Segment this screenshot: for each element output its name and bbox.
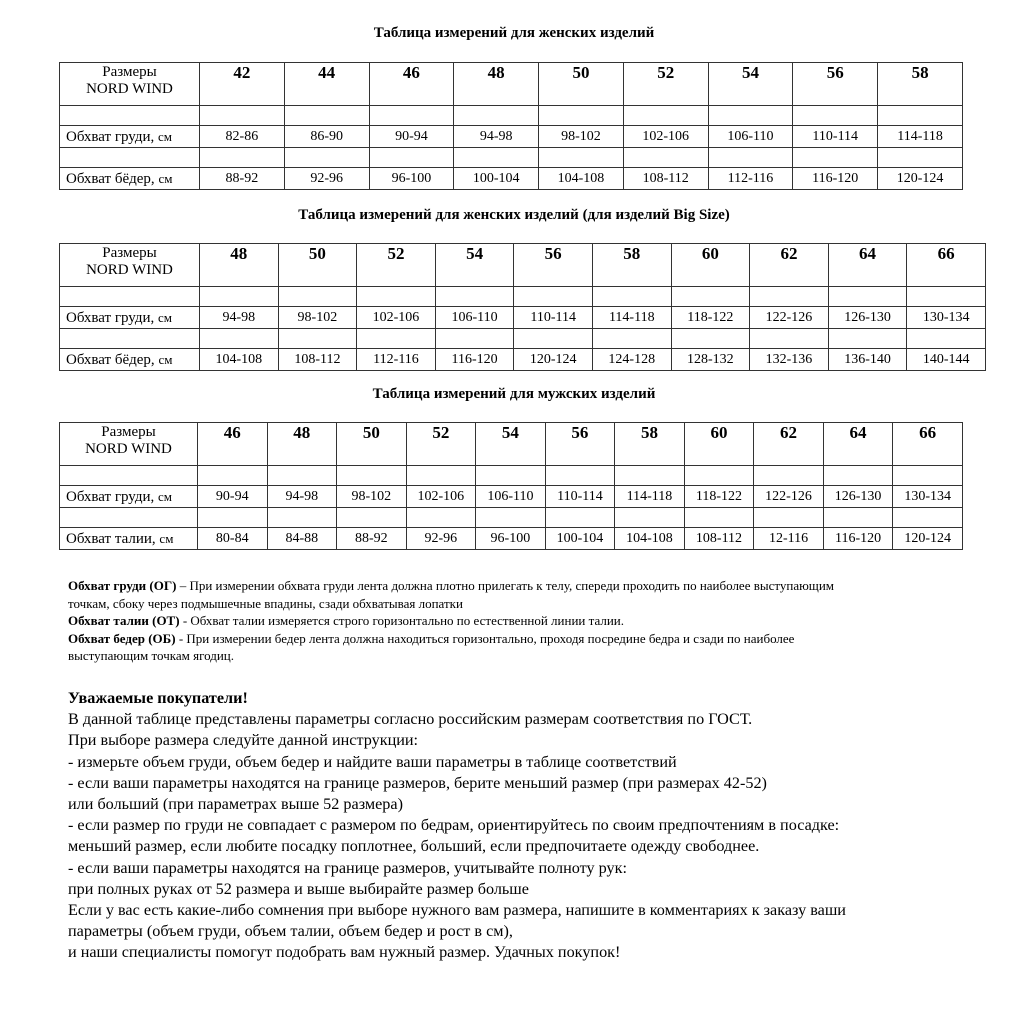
empty-cell [828, 287, 907, 307]
header-label [60, 63, 200, 106]
value-cell: 120-124 [893, 528, 963, 550]
header-label-line2: NORD WIND [86, 81, 173, 97]
definition-text: выступающим точкам ягодиц. [68, 648, 235, 663]
advice-line: или больший (при параметрах выше 52 размера) [68, 795, 403, 814]
value-cell: 122-126 [754, 486, 824, 508]
advice-line: В данной таблице представлены параметры согласно российским размерам соответствия по ГОСТ. [68, 710, 753, 729]
value-cell: 118-122 [684, 486, 754, 508]
empty-cell [823, 508, 893, 528]
value-cell: 94-98 [200, 307, 279, 329]
empty-cell [793, 148, 878, 168]
empty-cell [369, 106, 454, 126]
value-cell: 84-88 [267, 528, 337, 550]
empty-cell [200, 287, 279, 307]
empty-cell [893, 508, 963, 528]
value-cell: 126-130 [828, 307, 907, 329]
value-cell: 116-120 [435, 349, 514, 371]
empty-cell [200, 148, 285, 168]
empty-cell [284, 148, 369, 168]
value-cell: 90-94 [369, 126, 454, 148]
header-label-line1: Размеры [102, 245, 157, 261]
value-cell: 102-106 [357, 307, 436, 329]
advice-line: Если у вас есть какие-либо сомнения при выборе нужного вам размера, напишите в комментариях к заказу ваши [68, 901, 846, 920]
empty-cell [708, 148, 793, 168]
value-cell: 92-96 [406, 528, 476, 550]
empty-cell [200, 329, 279, 349]
table-title-women-big-size: Таблица измерений для женских изделий (для изделий Big Size) [298, 207, 730, 223]
row-label-unit: см [158, 309, 173, 325]
size-header-cell: 62 [754, 423, 824, 466]
size-header-cell: 56 [793, 63, 878, 106]
spacer-row [60, 106, 963, 126]
value-cell: 100-104 [545, 528, 615, 550]
value-cell: 126-130 [823, 486, 893, 508]
value-cell: 90-94 [198, 486, 268, 508]
size-header-cell: 64 [828, 244, 907, 287]
value-cell: 130-134 [893, 486, 963, 508]
value-cell: 116-120 [793, 168, 878, 190]
size-header-cell: 50 [278, 244, 357, 287]
size-header-cell: 52 [406, 423, 476, 466]
definition-term: Обхват груди (ОГ) [68, 578, 177, 593]
value-cell: 102-106 [406, 486, 476, 508]
value-cell: 112-116 [357, 349, 436, 371]
size-header-cell: 50 [337, 423, 407, 466]
empty-cell [278, 329, 357, 349]
row-label-text: Обхват груди, [66, 488, 155, 505]
empty-cell [435, 287, 514, 307]
size-header-cell: 58 [878, 63, 963, 106]
spacer-row [60, 287, 986, 307]
value-cell: 94-98 [267, 486, 337, 508]
row-label [60, 126, 200, 148]
size-header-cell: 50 [539, 63, 624, 106]
value-cell: 12-116 [754, 528, 824, 550]
value-cell: 108-112 [684, 528, 754, 550]
empty-cell [60, 508, 198, 528]
header-label-line2: NORD WIND [85, 441, 172, 457]
header-label [60, 423, 198, 466]
empty-cell [514, 287, 593, 307]
size-header-cell: 52 [623, 63, 708, 106]
empty-cell [893, 466, 963, 486]
empty-cell [198, 508, 268, 528]
value-cell: 124-128 [592, 349, 671, 371]
size-header-cell: 56 [545, 423, 615, 466]
value-cell: 92-96 [284, 168, 369, 190]
definition-hips: Обхват бедер (ОБ) - При измерении бедер лента должна находиться горизонтально, проходя посредине бедра и сзади по наиболее выступающим точкам ягодиц. [68, 630, 795, 663]
empty-cell [435, 329, 514, 349]
value-cell: 94-98 [454, 126, 539, 148]
value-cell: 98-102 [278, 307, 357, 329]
definition-term: Обхват талии (ОТ) [68, 613, 180, 628]
empty-cell [476, 466, 546, 486]
size-header-cell: 46 [198, 423, 268, 466]
measurement-row [60, 528, 963, 550]
empty-cell [406, 508, 476, 528]
row-label-unit: см [158, 351, 173, 367]
advice-greeting: Уважаемые покупатели! [68, 689, 248, 707]
empty-cell [623, 106, 708, 126]
empty-cell [454, 106, 539, 126]
empty-cell [754, 508, 824, 528]
empty-cell [592, 287, 671, 307]
empty-cell [198, 466, 268, 486]
value-cell: 122-126 [750, 307, 829, 329]
empty-cell [278, 287, 357, 307]
measurement-row [60, 349, 986, 371]
value-cell: 108-112 [278, 349, 357, 371]
definition-text: При измерении обхвата груди лента должна плотно прилегать к телу, спереди проходить по наиболее выступающим [189, 578, 835, 593]
size-header-cell: 48 [454, 63, 539, 106]
row-label-text: Обхват груди, [66, 309, 155, 326]
value-cell: 96-100 [369, 168, 454, 190]
row-label [60, 528, 198, 550]
value-cell: 86-90 [284, 126, 369, 148]
row-label-text: Обхват груди, [66, 128, 155, 145]
row-label-unit: см [158, 488, 173, 504]
size-header-cell: 66 [893, 423, 963, 466]
advice-line: параметры (объем груди, объем талии, объем бедер и рост в см), [68, 922, 513, 941]
empty-cell [514, 329, 593, 349]
empty-cell [684, 508, 754, 528]
size-header-cell: 46 [369, 63, 454, 106]
value-cell: 106-110 [435, 307, 514, 329]
empty-cell [750, 329, 829, 349]
advice-line: - измерьте объем груди, объем бедер и найдите ваши параметры в таблице соответствий [68, 752, 677, 771]
empty-cell [823, 466, 893, 486]
size-header-cell: 54 [476, 423, 546, 466]
row-label [60, 349, 200, 371]
size-table-men [59, 422, 963, 550]
definition-chest: Обхват груди (ОГ) – При измерении обхвата груди лента должна плотно прилегать к телу, спереди проходить по наиболее выступающим точкам, сбоку через подмышечные впадины, сзади обхватывая лопатки [68, 578, 835, 611]
value-cell: 106-110 [708, 126, 793, 148]
value-cell: 104-108 [200, 349, 279, 371]
size-header-cell: 44 [284, 63, 369, 106]
value-cell: 114-118 [878, 126, 963, 148]
empty-cell [750, 287, 829, 307]
row-label [60, 307, 200, 329]
size-header-cell: 48 [200, 244, 279, 287]
size-header-cell: 48 [267, 423, 337, 466]
definition-text: Обхват талии измеряется строго горизонтально по естественной линии талии. [190, 613, 625, 628]
size-header-cell: 42 [200, 63, 285, 106]
value-cell: 88-92 [337, 528, 407, 550]
row-label-text: Обхват талии, [66, 530, 156, 547]
value-cell: 98-102 [337, 486, 407, 508]
definition-text: При измерении бедер лента должна находиться горизонтально, проходя посредине бедра и сзади по наиболее [186, 630, 795, 646]
definition-waist: Обхват талии (ОТ) - Обхват талии измеряется строго горизонтально по естественной линии талии. [68, 613, 625, 628]
empty-cell [337, 508, 407, 528]
value-cell: 140-144 [907, 349, 986, 371]
advice-line: - если ваши параметры находятся на границе размеров, учитывайте полноту рук: [68, 858, 627, 877]
empty-cell [60, 148, 200, 168]
value-cell: 98-102 [539, 126, 624, 148]
row-label-text: Обхват бёдер, [66, 351, 155, 368]
empty-cell [878, 106, 963, 126]
row-label-unit: см [158, 128, 173, 144]
row-label-unit: см [158, 170, 173, 186]
value-cell: 80-84 [198, 528, 268, 550]
value-cell: 88-92 [200, 168, 285, 190]
spacer-row [60, 508, 963, 528]
empty-cell [684, 466, 754, 486]
header-label-line1: Размеры [101, 424, 156, 440]
header-label [60, 244, 200, 287]
empty-cell [406, 466, 476, 486]
definition-term: Обхват бедер (ОБ) [68, 630, 176, 646]
empty-cell [708, 106, 793, 126]
size-header-cell: 52 [357, 244, 436, 287]
value-cell: 112-116 [708, 168, 793, 190]
value-cell: 120-124 [514, 349, 593, 371]
measurement-row [60, 486, 963, 508]
empty-cell [615, 466, 685, 486]
size-table-women [59, 62, 963, 190]
value-cell: 116-120 [823, 528, 893, 550]
size-header-cell: 58 [615, 423, 685, 466]
empty-cell [476, 508, 546, 528]
empty-cell [907, 329, 986, 349]
empty-cell [671, 287, 750, 307]
empty-cell [545, 508, 615, 528]
header-row [60, 423, 963, 466]
empty-cell [267, 466, 337, 486]
value-cell: 118-122 [671, 307, 750, 329]
empty-cell [539, 148, 624, 168]
advice-line: при полных руках от 52 размера и выше выбирайте размер больше [68, 879, 529, 898]
advice-line: - если ваши параметры находятся на границе размеров, берите меньший размер (при размерах 42-52) [68, 773, 767, 792]
size-header-cell: 56 [514, 244, 593, 287]
advice-lines [68, 709, 1008, 963]
size-table-women-big-size [59, 243, 986, 371]
measurement-row [60, 307, 986, 329]
value-cell: 136-140 [828, 349, 907, 371]
value-cell: 82-86 [200, 126, 285, 148]
spacer-row [60, 466, 963, 486]
empty-cell [754, 466, 824, 486]
empty-cell [267, 508, 337, 528]
row-label-unit: см [159, 530, 174, 546]
value-cell: 132-136 [750, 349, 829, 371]
value-cell: 128-132 [671, 349, 750, 371]
measurement-row [60, 168, 963, 190]
measurement-definitions [68, 577, 968, 665]
definition-text: точкам, сбоку через подмышечные впадины, сзади обхватывая лопатки [68, 595, 463, 611]
value-cell: 110-114 [545, 486, 615, 508]
advice-line: меньший размер, если любите посадку поплотнее, больший, если предпочитаете одежду свободнее. [68, 837, 760, 856]
size-header-cell: 58 [592, 244, 671, 287]
empty-cell [793, 106, 878, 126]
empty-cell [357, 329, 436, 349]
empty-cell [545, 466, 615, 486]
value-cell: 114-118 [615, 486, 685, 508]
row-label [60, 168, 200, 190]
size-header-cell: 54 [708, 63, 793, 106]
empty-cell [878, 148, 963, 168]
value-cell: 106-110 [476, 486, 546, 508]
empty-cell [828, 329, 907, 349]
value-cell: 120-124 [878, 168, 963, 190]
value-cell: 108-112 [623, 168, 708, 190]
empty-cell [60, 329, 200, 349]
measurement-row [60, 126, 963, 148]
advice-line: - если размер по груди не совпадает с размером по бедрам, ориентируйтесь по своим предпочтениям в посадке: [68, 816, 840, 835]
value-cell: 130-134 [907, 307, 986, 329]
empty-cell [337, 466, 407, 486]
value-cell: 104-108 [539, 168, 624, 190]
header-label-line2: NORD WIND [86, 262, 173, 278]
size-header-cell: 60 [684, 423, 754, 466]
size-header-cell: 62 [750, 244, 829, 287]
advice-line: При выборе размера следуйте данной инструкции: [68, 731, 419, 750]
empty-cell [539, 106, 624, 126]
empty-cell [60, 287, 200, 307]
size-header-cell: 66 [907, 244, 986, 287]
empty-cell [60, 466, 198, 486]
empty-cell [357, 287, 436, 307]
empty-cell [623, 148, 708, 168]
size-header-cell: 60 [671, 244, 750, 287]
table-title-men: Таблица измерений для мужских изделий [372, 386, 656, 402]
size-header-cell: 54 [435, 244, 514, 287]
header-label-line1: Размеры [102, 64, 157, 80]
row-label-text: Обхват бёдер, [66, 170, 155, 187]
value-cell: 110-114 [514, 307, 593, 329]
row-label [60, 486, 198, 508]
empty-cell [615, 508, 685, 528]
empty-cell [284, 106, 369, 126]
size-header-cell: 64 [823, 423, 893, 466]
empty-cell [454, 148, 539, 168]
header-row [60, 63, 963, 106]
value-cell: 110-114 [793, 126, 878, 148]
table-title-women: Таблица измерений для женских изделий [373, 25, 655, 41]
spacer-row [60, 329, 986, 349]
advice-line: и наши специалисты помогут подобрать вам нужный размер. Удачных покупок! [68, 943, 621, 962]
value-cell: 96-100 [476, 528, 546, 550]
value-cell: 100-104 [454, 168, 539, 190]
empty-cell [592, 329, 671, 349]
empty-cell [200, 106, 285, 126]
empty-cell [671, 329, 750, 349]
header-row [60, 244, 986, 287]
customer-advice [68, 688, 1008, 964]
value-cell: 104-108 [615, 528, 685, 550]
empty-cell [369, 148, 454, 168]
empty-cell [60, 106, 200, 126]
empty-cell [907, 287, 986, 307]
value-cell: 114-118 [592, 307, 671, 329]
value-cell: 102-106 [623, 126, 708, 148]
spacer-row [60, 148, 963, 168]
